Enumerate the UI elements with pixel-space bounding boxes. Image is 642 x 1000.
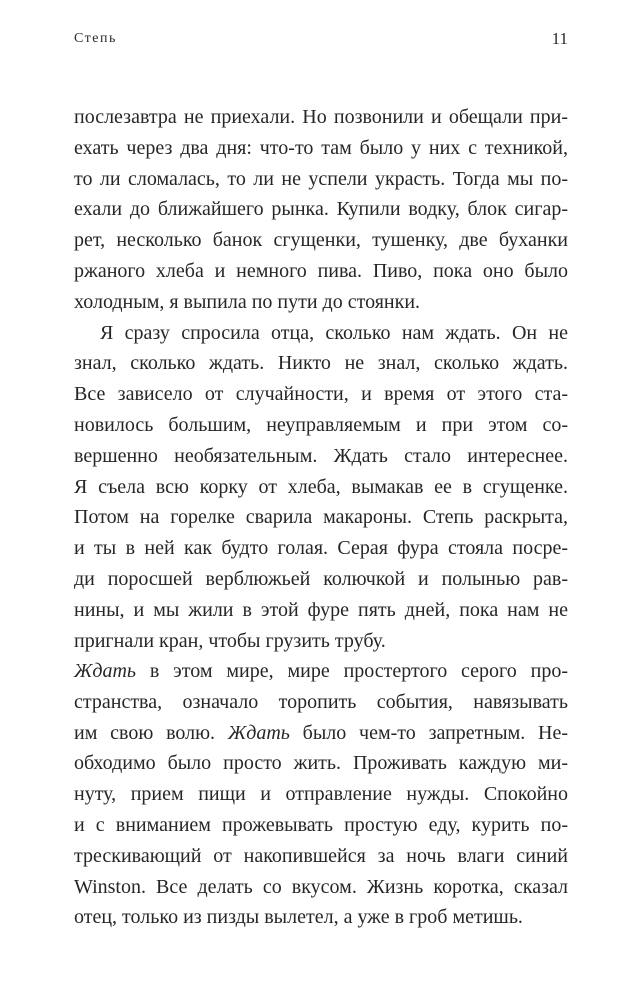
text-line: рет, несколько банок сгущенки, тушенку, две буханки xyxy=(74,229,568,252)
text-line: пригнали кран, чтобы грузить трубу. xyxy=(74,629,386,652)
text-line: вершенно необязательным. Ждать стало интереснее. xyxy=(74,444,568,467)
text-line: и ты в ней как будто голая. Серая фура стояла посре- xyxy=(74,537,568,560)
text-line: Потом на горелке сварила макароны. Степь раскрыта, xyxy=(74,506,568,529)
text-section-2 xyxy=(74,656,568,933)
text-line: нины, и мы жили в этой фуре пять дней, пока нам не xyxy=(74,598,568,621)
text-line xyxy=(74,656,568,687)
text-line: новилось большим, неуправляемым и при этом со- xyxy=(74,413,568,436)
text-line: послезавтра не приехали. Но позвонили и обещали при- xyxy=(74,106,568,128)
text-line: Все зависело от случайности, и время от этого ста- xyxy=(74,383,568,406)
italic-word: Ждать xyxy=(74,660,136,682)
text-line: Я съела всю корку от хлеба, вымакав ее в сгущенке. xyxy=(74,475,568,498)
running-head: Степь xyxy=(74,31,117,46)
text-line xyxy=(74,718,568,749)
text-line: ржаного хлеба и немного пива. Пиво, пока оно было xyxy=(74,259,568,282)
text-line: ди поросшей верблюжьей колючкой и полынью рав- xyxy=(74,567,568,590)
text-run: было чем-то запретным. Не- xyxy=(289,721,569,744)
text-line: отец, только из пизды вылетел, а уже в гроб метишь. xyxy=(74,906,523,929)
page-number: 11 xyxy=(551,29,568,48)
text-line: и с вниманием прожевывать простую еду, курить по- xyxy=(74,813,568,836)
text-section-1 xyxy=(74,102,568,656)
text-line: знал, сколько ждать. Никто не знал, сколько ждать. xyxy=(74,352,568,375)
text-line: нуту, прием пищи и отправление нужды. Спокойно xyxy=(74,783,568,806)
text-line: Winston. Все делать со вкусом. Жизнь коротка, сказал xyxy=(74,875,568,898)
text-line: трескивающий от накопившейся за ночь влаги синий xyxy=(74,844,568,867)
text-line: холодным, я выпила по пути до стоянки. xyxy=(74,290,421,313)
text-line: Я сразу спросила отца, сколько нам ждать. Он не xyxy=(100,321,568,344)
text-line: странства, означало торопить события, навязывать xyxy=(74,690,568,713)
text-line: ехали до ближайшего рынка. Купили водку, блок сигар- xyxy=(74,198,568,221)
text-run: им свою волю. xyxy=(74,721,228,744)
text-line: ехать через два дня: что-то там было у них с техникой, xyxy=(74,136,568,159)
text-run: в этом мире, мире простертого серого про- xyxy=(135,660,568,682)
text-line: обходимо было просто жить. Проживать каждую ми- xyxy=(74,752,568,775)
italic-word: Ждать xyxy=(227,721,290,744)
text-line: то ли сломалась, то ли не успели украсть. Тогда мы по- xyxy=(74,167,568,190)
